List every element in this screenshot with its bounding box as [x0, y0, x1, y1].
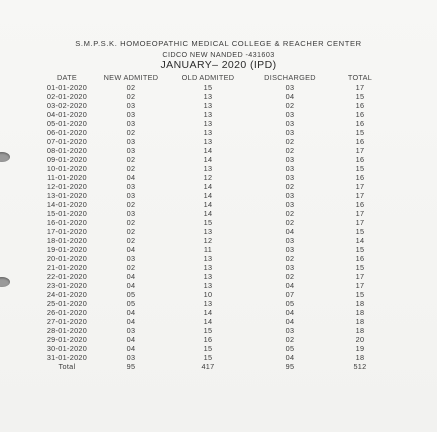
table-row — [36, 200, 392, 209]
total-discharged: 95 — [285, 362, 295, 371]
cell-date: 28-01-2020 — [46, 326, 88, 335]
table-row — [36, 137, 392, 146]
cell-new-admited: 02 — [126, 227, 136, 236]
cell-total: 17 — [355, 281, 365, 290]
cell-date: 07-01-2020 — [46, 137, 88, 146]
header-row — [36, 73, 392, 83]
cell-discharged: 04 — [285, 281, 295, 290]
cell-discharged: 02 — [285, 335, 295, 344]
cell-new-admited: 02 — [126, 200, 136, 209]
cell-date: 08-01-2020 — [46, 146, 88, 155]
cell-old-admited: 13 — [203, 164, 213, 173]
cell-date: 14-01-2020 — [46, 200, 88, 209]
cell-discharged: 03 — [285, 128, 295, 137]
table-row — [36, 317, 392, 326]
total-total: 512 — [353, 362, 367, 371]
col-total: TOTAL — [347, 73, 373, 82]
report-title: JANUARY– 2020 (IPD) — [160, 59, 277, 71]
cell-total: 16 — [355, 173, 365, 182]
table-row — [36, 209, 392, 218]
cell-total: 16 — [355, 110, 365, 119]
col-discharged: DISCHARGED — [264, 73, 316, 82]
cell-total: 16 — [355, 254, 365, 263]
cell-discharged: 02 — [285, 146, 295, 155]
cell-new-admited: 03 — [126, 146, 136, 155]
cell-new-admited: 02 — [126, 263, 136, 272]
table-row — [36, 119, 392, 128]
cell-total: 17 — [355, 218, 365, 227]
cell-date: 12-01-2020 — [46, 182, 88, 191]
cell-old-admited: 13 — [203, 227, 213, 236]
cell-old-admited: 15 — [203, 344, 213, 353]
cell-discharged: 03 — [285, 236, 295, 245]
cell-old-admited: 13 — [203, 281, 213, 290]
cell-discharged: 02 — [285, 137, 295, 146]
cell-new-admited: 02 — [126, 128, 136, 137]
table-row — [36, 272, 392, 281]
cell-discharged: 03 — [285, 245, 295, 254]
table-row — [36, 344, 392, 353]
cell-new-admited: 02 — [126, 155, 136, 164]
cell-total: 20 — [355, 335, 365, 344]
cell-old-admited: 14 — [203, 155, 213, 164]
cell-date: 29-01-2020 — [46, 335, 88, 344]
table-row — [36, 245, 392, 254]
cell-date: 24-01-2020 — [46, 290, 88, 299]
table-row — [36, 92, 392, 101]
cell-discharged: 03 — [285, 164, 295, 173]
cell-date: 19-01-2020 — [46, 245, 88, 254]
table-row — [36, 182, 392, 191]
cell-old-admited: 13 — [203, 263, 213, 272]
cell-discharged: 02 — [285, 272, 295, 281]
cell-old-admited: 12 — [203, 173, 213, 182]
cell-total: 15 — [355, 290, 365, 299]
cell-date: 05-01-2020 — [46, 119, 88, 128]
cell-new-admited: 04 — [126, 308, 136, 317]
punch-hole-bottom — [0, 277, 10, 287]
cell-old-admited: 12 — [203, 236, 213, 245]
cell-date: 10-01-2020 — [46, 164, 88, 173]
cell-total: 16 — [355, 155, 365, 164]
cell-new-admited: 03 — [126, 353, 136, 362]
punch-hole-top — [0, 152, 10, 162]
cell-total: 18 — [355, 353, 365, 362]
cell-discharged: 04 — [285, 308, 295, 317]
table-row — [36, 326, 392, 335]
cell-old-admited: 13 — [203, 110, 213, 119]
cell-discharged: 03 — [285, 263, 295, 272]
table-row — [36, 128, 392, 137]
cell-date: 23-01-2020 — [46, 281, 88, 290]
cell-new-admited: 05 — [126, 290, 136, 299]
cell-date: 18-01-2020 — [46, 236, 88, 245]
cell-old-admited: 13 — [203, 119, 213, 128]
table-row — [36, 83, 392, 92]
cell-new-admited: 02 — [126, 92, 136, 101]
cell-new-admited: 04 — [126, 245, 136, 254]
table-row — [36, 308, 392, 317]
cell-old-admited: 14 — [203, 209, 213, 218]
cell-new-admited: 02 — [126, 83, 136, 92]
cell-total: 16 — [355, 137, 365, 146]
cell-total: 15 — [355, 92, 365, 101]
cell-date: 04-01-2020 — [46, 110, 88, 119]
cell-total: 18 — [355, 317, 365, 326]
cell-new-admited: 03 — [126, 137, 136, 146]
cell-date: 03-02-2020 — [46, 101, 88, 110]
table-row — [36, 173, 392, 182]
cell-total: 15 — [355, 263, 365, 272]
cell-new-admited: 03 — [126, 209, 136, 218]
cell-discharged: 02 — [285, 218, 295, 227]
cell-old-admited: 13 — [203, 137, 213, 146]
cell-date: 11-01-2020 — [47, 173, 87, 182]
table-row — [36, 353, 392, 362]
cell-total: 17 — [355, 272, 365, 281]
table-row — [36, 191, 392, 200]
cell-total: 15 — [355, 227, 365, 236]
table-row — [36, 254, 392, 263]
cell-total: 16 — [355, 200, 365, 209]
table-row — [36, 263, 392, 272]
cell-new-admited: 04 — [126, 272, 136, 281]
cell-old-admited: 15 — [203, 83, 213, 92]
cell-old-admited: 13 — [203, 101, 213, 110]
cell-date: 01-01-2020 — [46, 83, 88, 92]
cell-new-admited: 05 — [126, 299, 136, 308]
cell-total: 18 — [355, 299, 365, 308]
total-row — [36, 362, 392, 372]
college-name: S.M.P.S.K. HOMOEOPATHIC MEDICAL COLLEGE & REACHER CENTER — [75, 39, 362, 48]
table-row — [36, 281, 392, 290]
cell-date: 22-01-2020 — [46, 272, 88, 281]
cell-discharged: 05 — [285, 344, 295, 353]
cell-discharged: 02 — [285, 101, 295, 110]
cell-new-admited: 03 — [126, 101, 136, 110]
cell-total: 14 — [355, 236, 365, 245]
cell-old-admited: 14 — [203, 191, 213, 200]
cell-old-admited: 13 — [203, 272, 213, 281]
cell-date: 20-01-2020 — [46, 254, 88, 263]
cell-date: 26-01-2020 — [46, 308, 88, 317]
cell-discharged: 03 — [285, 83, 295, 92]
cell-new-admited: 02 — [126, 236, 136, 245]
cell-discharged: 04 — [285, 353, 295, 362]
cell-total: 15 — [355, 128, 365, 137]
cell-old-admited: 13 — [203, 254, 213, 263]
cell-old-admited: 14 — [203, 200, 213, 209]
cell-discharged: 02 — [285, 182, 295, 191]
table-row — [36, 155, 392, 164]
cell-total: 18 — [355, 326, 365, 335]
cell-old-admited: 14 — [203, 308, 213, 317]
cell-total: 15 — [355, 245, 365, 254]
cell-discharged: 07 — [285, 290, 295, 299]
cell-total: 15 — [355, 164, 365, 173]
cell-old-admited: 14 — [203, 317, 213, 326]
cell-date: 21-01-2020 — [46, 263, 88, 272]
cell-discharged: 03 — [285, 326, 295, 335]
cell-discharged: 05 — [285, 299, 295, 308]
cell-new-admited: 04 — [126, 281, 136, 290]
cell-discharged: 03 — [285, 191, 295, 200]
college-address: CIDCO NEW NANDED -431603 — [162, 50, 275, 59]
cell-total: 17 — [355, 83, 365, 92]
cell-new-admited: 03 — [126, 182, 136, 191]
table-row — [36, 227, 392, 236]
cell-date: 27-01-2020 — [46, 317, 88, 326]
table-row — [36, 101, 392, 110]
cell-total: 17 — [355, 146, 365, 155]
cell-total: 18 — [355, 308, 365, 317]
cell-date: 16-01-2020 — [46, 218, 88, 227]
ipd-table — [36, 73, 392, 372]
col-old-admited: OLD ADMITED — [181, 73, 235, 82]
cell-new-admited: 03 — [126, 254, 136, 263]
cell-old-admited: 13 — [203, 128, 213, 137]
col-new-admited: NEW ADMITED — [103, 73, 159, 82]
total-new-admited: 95 — [126, 362, 136, 371]
cell-date: 15-01-2020 — [46, 209, 88, 218]
cell-discharged: 03 — [285, 155, 295, 164]
cell-date: 25-01-2020 — [46, 299, 88, 308]
table-row — [36, 236, 392, 245]
cell-date: 06-01-2020 — [46, 128, 88, 137]
cell-new-admited: 03 — [126, 326, 136, 335]
col-date: DATE — [56, 73, 78, 82]
cell-new-admited: 04 — [126, 317, 136, 326]
cell-discharged: 03 — [285, 173, 295, 182]
cell-new-admited: 03 — [126, 191, 136, 200]
cell-discharged: 04 — [285, 92, 295, 101]
cell-old-admited: 14 — [203, 182, 213, 191]
cell-discharged: 02 — [285, 254, 295, 263]
cell-date: 02-01-2020 — [46, 92, 88, 101]
total-old-admited: 417 — [201, 362, 215, 371]
cell-date: 17-01-2020 — [46, 227, 88, 236]
total-label: Total — [58, 362, 76, 371]
table-row — [36, 290, 392, 299]
cell-old-admited: 14 — [203, 146, 213, 155]
cell-new-admited: 02 — [126, 218, 136, 227]
cell-old-admited: 13 — [203, 299, 213, 308]
cell-total: 17 — [355, 209, 365, 218]
cell-old-admited: 15 — [203, 326, 213, 335]
cell-old-admited: 10 — [203, 290, 213, 299]
cell-total: 19 — [355, 344, 365, 353]
cell-new-admited: 03 — [126, 110, 136, 119]
cell-discharged: 03 — [285, 200, 295, 209]
cell-new-admited: 04 — [126, 173, 136, 182]
cell-date: 31-01-2020 — [46, 353, 88, 362]
cell-discharged: 04 — [285, 227, 295, 236]
cell-total: 16 — [355, 119, 365, 128]
cell-old-admited: 13 — [203, 92, 213, 101]
cell-date: 30-01-2020 — [46, 344, 88, 353]
cell-new-admited: 04 — [126, 344, 136, 353]
cell-new-admited: 04 — [126, 335, 136, 344]
cell-new-admited: 03 — [126, 119, 136, 128]
cell-old-admited: 15 — [203, 218, 213, 227]
cell-discharged: 02 — [285, 209, 295, 218]
cell-total: 17 — [355, 182, 365, 191]
cell-discharged: 04 — [285, 317, 295, 326]
table-row — [36, 146, 392, 155]
table-row — [36, 164, 392, 173]
cell-total: 16 — [355, 101, 365, 110]
cell-old-admited: 11 — [203, 245, 213, 254]
cell-discharged: 03 — [285, 110, 295, 119]
table-row — [36, 218, 392, 227]
cell-date: 09-01-2020 — [46, 155, 88, 164]
table-row — [36, 335, 392, 344]
table-row — [36, 299, 392, 308]
cell-old-admited: 15 — [203, 353, 213, 362]
cell-old-admited: 16 — [203, 335, 213, 344]
cell-date: 13-01-2020 — [46, 191, 88, 200]
cell-total: 17 — [355, 191, 365, 200]
cell-new-admited: 02 — [126, 164, 136, 173]
table-row — [36, 110, 392, 119]
cell-discharged: 03 — [285, 119, 295, 128]
